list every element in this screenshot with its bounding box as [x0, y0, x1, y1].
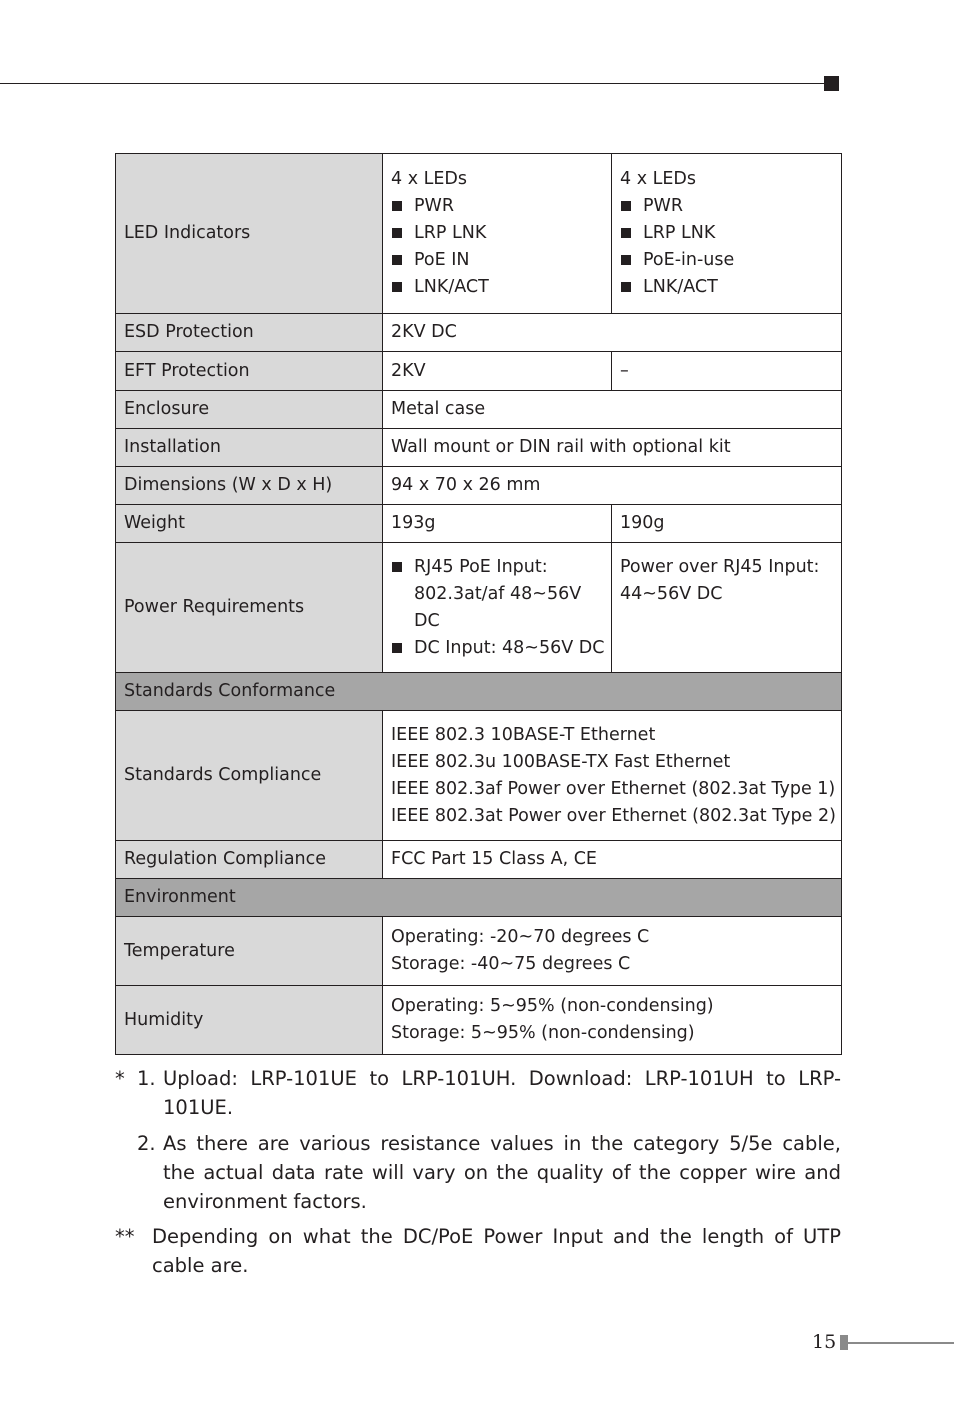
row-label: Installation — [116, 429, 383, 467]
row-label: LED Indicators — [116, 154, 383, 314]
table-row-standards-compliance — [116, 711, 842, 841]
list-item: LRP LNK — [620, 220, 833, 247]
list-item: LNK/ACT — [620, 274, 833, 301]
row-value: Metal case — [383, 391, 842, 429]
standard-line: IEEE 802.3u 100BASE-TX Fast Ethernet — [391, 751, 731, 772]
list-item: PoE-in-use — [620, 247, 833, 274]
table-row-installation — [116, 429, 842, 467]
row-value-model-a: 2KV — [383, 352, 612, 391]
row-label: Power Requirements — [116, 543, 383, 673]
footnote-2 — [115, 1129, 841, 1216]
led-count: 4 x LEDs — [620, 169, 697, 189]
footnote-text: Upload: LRP-101UE to LRP-101UH. Download: LRP-101UH to LRP-101UE. — [163, 1067, 841, 1119]
list-item: LNK/ACT — [391, 274, 603, 301]
bullet-icon — [392, 201, 402, 211]
humidity-line: Storage: 5~95% (non-condensing) — [391, 1023, 695, 1043]
section-title: Standards Conformance — [116, 673, 842, 711]
header-rule — [0, 83, 826, 84]
row-label: Standards Compliance — [116, 711, 383, 841]
row-label: ESD Protection — [116, 314, 383, 352]
row-value: 2KV DC — [383, 314, 842, 352]
row-value: 94 x 70 x 26 mm — [383, 467, 842, 505]
row-label: Enclosure — [116, 391, 383, 429]
bullet-icon — [392, 255, 402, 265]
list-item: PoE IN — [391, 247, 603, 274]
table-row-led-indicators — [116, 154, 842, 314]
bullet-icon — [392, 562, 402, 572]
row-value-model-b: 190g — [612, 505, 842, 543]
section-row-standards-conformance — [116, 673, 842, 711]
row-label: Weight — [116, 505, 383, 543]
temperature-cell — [383, 917, 842, 986]
bullet-icon — [621, 282, 631, 292]
power-cell-model-b — [612, 543, 842, 673]
footnote-marker: * — [115, 1067, 125, 1090]
list-item: LRP LNK — [391, 220, 603, 247]
footnote-3 — [115, 1222, 841, 1280]
specification-table — [115, 153, 842, 1055]
row-label: Temperature — [116, 917, 383, 986]
footnote-text: As there are various resistance values in the category 5/5e cable, the actual data rate will vary on the quality of the copper wire and environment factors. — [163, 1132, 841, 1213]
standard-line: IEEE 802.3 10BASE-T Ethernet — [391, 724, 656, 745]
footnote-number: 2. — [137, 1132, 156, 1155]
bullet-icon — [621, 255, 631, 265]
table-row-weight — [116, 505, 842, 543]
standards-cell — [383, 711, 842, 841]
row-label: Humidity — [116, 986, 383, 1055]
led-cell-model-b — [612, 154, 842, 314]
table-row-eft — [116, 352, 842, 391]
temperature-line: Storage: -40~75 degrees C — [391, 954, 631, 974]
footnote-text: Depending on what the DC/PoE Power Input and the length of UTP cable are. — [152, 1225, 841, 1277]
power-line: Power over RJ45 Input: — [620, 557, 820, 577]
power-cell-model-a — [383, 543, 612, 673]
table-row-dimensions — [116, 467, 842, 505]
bullet-icon — [621, 201, 631, 211]
standard-line: IEEE 802.3af Power over Ethernet (802.3at Type 1) — [391, 778, 836, 799]
row-value-model-a: 193g — [383, 505, 612, 543]
footnotes — [115, 1064, 841, 1280]
bullet-icon — [392, 228, 402, 238]
power-line: 44~56V DC — [620, 584, 723, 604]
row-value-model-b: – — [612, 352, 842, 391]
led-cell-model-a — [383, 154, 612, 314]
temperature-line: Operating: -20~70 degrees C — [391, 927, 650, 947]
table-row-temperature — [116, 917, 842, 986]
row-value: FCC Part 15 Class A, CE — [383, 841, 842, 879]
list-item: DC Input: 48~56V DC — [391, 635, 603, 662]
page-number: 15 — [812, 1331, 837, 1353]
table-row-power-requirements — [116, 543, 842, 673]
table-row-humidity — [116, 986, 842, 1055]
row-label: Regulation Compliance — [116, 841, 383, 879]
section-row-environment — [116, 879, 842, 917]
bullet-icon — [621, 228, 631, 238]
bullet-icon — [392, 282, 402, 292]
header-square-marker — [824, 76, 839, 91]
table-row-enclosure — [116, 391, 842, 429]
led-count: 4 x LEDs — [391, 169, 468, 189]
bullet-icon — [392, 643, 402, 653]
row-value: Wall mount or DIN rail with optional kit — [383, 429, 842, 467]
row-label: EFT Protection — [116, 352, 383, 391]
list-item: RJ45 PoE Input: 802.3at/af 48~56V DC — [391, 554, 603, 635]
humidity-line: Operating: 5~95% (non-condensing) — [391, 996, 714, 1016]
table-row-esd — [116, 314, 842, 352]
footnote-marker: ** — [115, 1225, 135, 1248]
footnote-number: 1. — [137, 1067, 156, 1090]
humidity-cell — [383, 986, 842, 1055]
list-item: PWR — [391, 193, 603, 220]
footer-marker — [840, 1335, 848, 1350]
standard-line: IEEE 802.3at Power over Ethernet (802.3at Type 2) — [391, 805, 836, 826]
section-title: Environment — [116, 879, 842, 917]
footer-rule — [848, 1342, 954, 1344]
footnote-1 — [115, 1064, 841, 1122]
row-label: Dimensions (W x D x H) — [116, 467, 383, 505]
list-item: PWR — [620, 193, 833, 220]
table-row-regulation — [116, 841, 842, 879]
